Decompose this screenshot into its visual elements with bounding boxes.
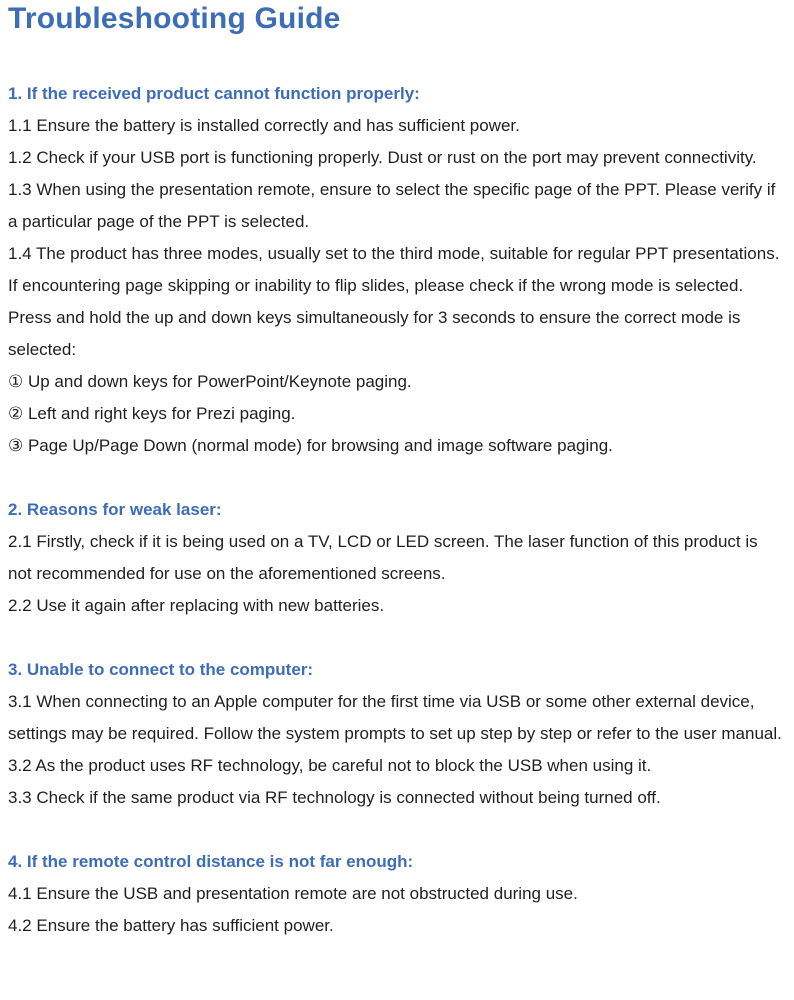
paragraph: 3.3 Check if the same product via RF technology is connected without being turned off. xyxy=(8,788,661,807)
section-heading: 2. Reasons for weak laser: xyxy=(8,500,222,519)
section-heading: 1. If the received product cannot function properly: xyxy=(8,84,420,103)
paragraph: 1.3 When using the presentation remote, ensure to select the specific page of the PPT. Please verify if a particular page of the PPT is selected. xyxy=(8,180,776,231)
section-weak-laser xyxy=(8,494,782,622)
section-remote-distance xyxy=(8,846,782,942)
section-unable-to-connect xyxy=(8,654,782,814)
paragraph: 2.2 Use it again after replacing with new batteries. xyxy=(8,596,385,615)
list-item-circled-1: ① Up and down keys for PowerPoint/Keynote paging. xyxy=(8,372,412,391)
list-item-circled-2: ② Left and right keys for Prezi paging. xyxy=(8,404,296,423)
section-product-cannot-function xyxy=(8,78,782,462)
paragraph: 3.1 When connecting to an Apple computer for the first time via USB or some other external device, settings may be required. Follow the system prompts to set up step by step or refer to the user manual. xyxy=(8,692,782,743)
paragraph: 1.4 The product has three modes, usually set to the third mode, suitable for regular PPT presentations. If encountering page skipping or inability to flip slides, please check if the wrong mode is selected. Press and hold the up and down keys simultaneously for 3 seconds to ensure the correct mode is selected: xyxy=(8,244,780,359)
paragraph: 3.2 As the product uses RF technology, be careful not to block the USB when using it. xyxy=(8,756,652,775)
page-title: Troubleshooting Guide xyxy=(8,2,341,35)
list-item-circled-3: ③ Page Up/Page Down (normal mode) for browsing and image software paging. xyxy=(8,436,613,455)
paragraph: 1.1 Ensure the battery is installed correctly and has sufficient power. xyxy=(8,116,520,135)
section-heading: 4. If the remote control distance is not far enough: xyxy=(8,852,414,871)
paragraph: 4.2 Ensure the battery has sufficient power. xyxy=(8,916,334,935)
section-heading: 3. Unable to connect to the computer: xyxy=(8,660,314,679)
paragraph: 2.1 Firstly, check if it is being used on a TV, LCD or LED screen. The laser function of this product is not recommended for use on the aforementioned screens. xyxy=(8,532,758,583)
paragraph: 4.1 Ensure the USB and presentation remote are not obstructed during use. xyxy=(8,884,578,903)
paragraph: 1.2 Check if your USB port is functioning properly. Dust or rust on the port may prevent connectivity. xyxy=(8,148,757,167)
